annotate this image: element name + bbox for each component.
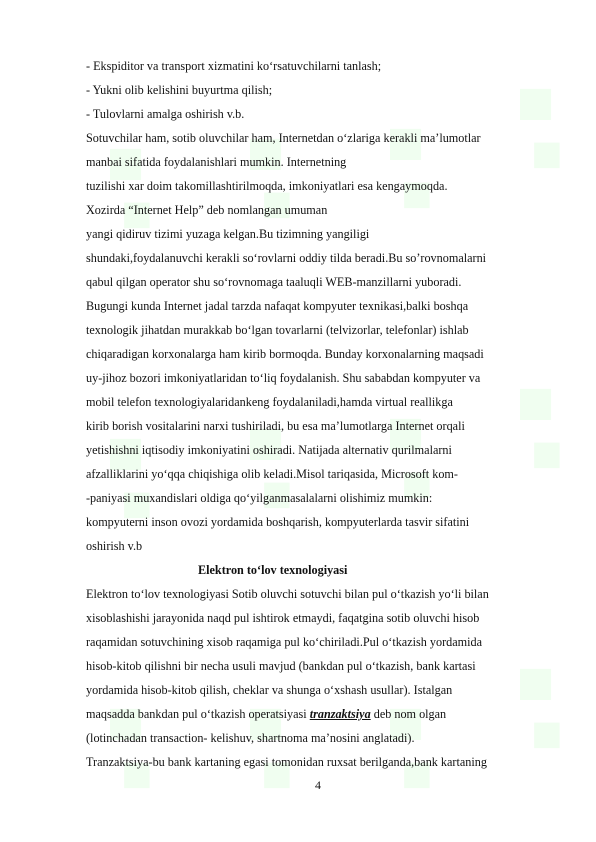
body-line: (lotinchadan transaction- kelishuv, shartnoma ma’nosini anglatadi). xyxy=(86,731,415,745)
body-line: yangi qidiruv tizimi yuzaga kelgan.Bu tizimning yangiligi xyxy=(86,227,370,241)
body-line: Elektron to‘lov texnologiyasi Sotib oluvchi sotuvchi bilan pul o‘tkazish yo‘li bilan xyxy=(86,587,489,601)
body-line: kompyuterni inson ovozi yordamida boshqarish, kompyuterlarda tasvir sifatini xyxy=(86,515,470,529)
body-line: afzalliklarini yo‘qqa chiqishiga olib keladi.Misol tariqasida, Microsoft kom- xyxy=(86,467,458,481)
body-line: manbai sifatida foydalanishlari mumkin. Internetning xyxy=(86,155,347,169)
body-line: kirib borish vositalarini narxi tushiriladi, bu esa ma’lumotlarga Internet orqali xyxy=(86,419,465,433)
body-line: uy-jihoz bozori imkoniyatlaridan to‘liq foydalanish. Shu sababdan kompyuter va xyxy=(86,371,481,385)
section-heading: Elektron to‘lov texnologiyasi xyxy=(198,563,348,577)
body-line: raqamidan sotuvchining xisob raqamiga pul ko‘chiriladi.Pul o‘tkazish yordamida xyxy=(86,635,483,649)
term-tranzaktsiya: tranzaktsiya xyxy=(309,707,371,721)
body-line: shundaki,foydalanuvchi kerakli so‘rovlarni oddiy tilda beradi.Bu so’rovnomalarni xyxy=(86,251,487,265)
body-line: texnologik jihatdan murakkab bo‘lgan tovarlarni (telvizorlar, telefonlar) ishlab xyxy=(86,323,469,337)
body-line: qabul qilgan operator shu so‘rovnomaga taaluqli WEB-manzillarni yuboradi. xyxy=(86,275,462,289)
body-line: -paniyasi muxandislari oldiga qo‘yilganmasalalarni olishimiz mumkin: xyxy=(86,491,433,505)
body-line: - Yukni olib kelishini buyurtma qilish; xyxy=(86,83,273,97)
body-line: chiqaradigan korxonalarga ham kirib bormoqda. Bunday korxonalarning maqsadi xyxy=(86,347,484,361)
body-line: tuzilishi xar doim takomillashtirilmoqda, imkoniyatlari esa kengaymoqda. xyxy=(86,179,448,193)
body-line-with-term xyxy=(86,702,556,726)
body-line: yetishishni iqtisodiy imkoniyatini oshiradi. Natijada alternativ qurilmalarni xyxy=(86,443,452,457)
body-line: - Tulovlarni amalga oshirish v.b. xyxy=(86,107,245,121)
body-line: Xozirda “Internet Help” deb nomlangan umuman xyxy=(86,203,328,217)
body-line: hisob-kitob qilishni bir necha usuli mavjud (bankdan pul o‘tkazish, bank kartasi xyxy=(86,659,476,673)
body-line: xisoblashishi jarayonida naqd pul ishtirok etmaydi, faqatgina sotib oluvchi hisob xyxy=(86,611,480,625)
body-line: oshirish v.b xyxy=(86,539,143,553)
term-line-before: maqsadda bankdan pul o‘tkazish operatsiyasi xyxy=(86,707,310,721)
term-line-after: deb nom olgan xyxy=(370,707,447,721)
body-line: Bugungi kunda Internet jadal tarzda nafaqat kompyuter texnikasi,balki boshqa xyxy=(86,299,469,313)
body-line: yordamida hisob-kitob qilish, cheklar va shunga o‘xshash usullar). Istalgan xyxy=(86,683,453,697)
body-line: - Ekspiditor va transport xizmatini ko‘rsatuvchilarni tanlash; xyxy=(86,59,382,73)
body-line: Sotuvchilar ham, sotib oluvchilar ham, Internetdan o‘zlariga kerakli ma’lumotlar xyxy=(86,131,481,145)
body-line: mobil telefon texnologiyalaridankeng foydalaniladi,hamda virtual reallikga xyxy=(86,395,453,409)
document-body xyxy=(86,54,556,774)
body-line: Tranzaktsiya-bu bank kartaning egasi tomonidan ruxsat berilganda,bank kartaning xyxy=(86,755,487,769)
page-number: 4 xyxy=(315,778,321,792)
